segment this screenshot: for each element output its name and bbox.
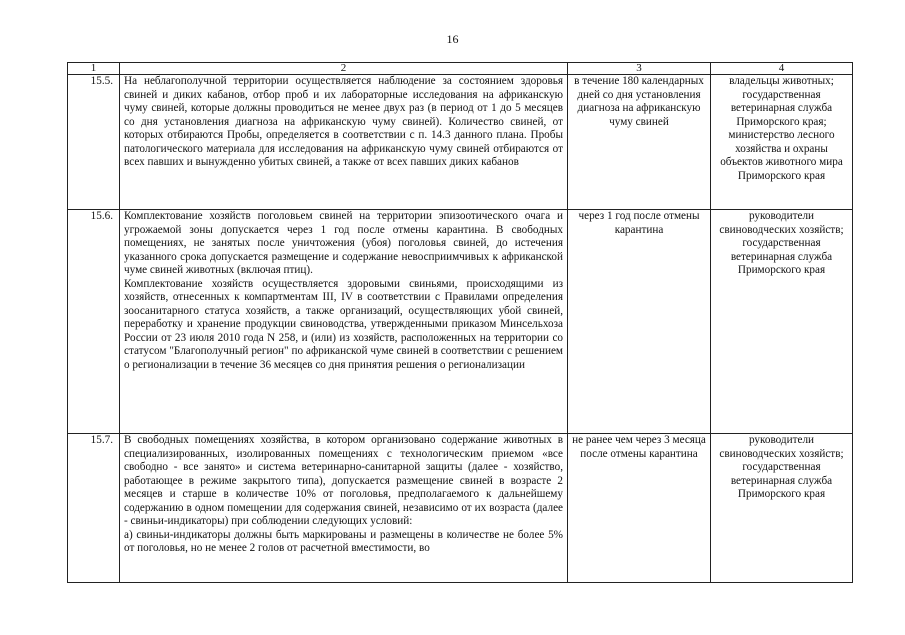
row-description <box>120 75 568 210</box>
header-col-1: 1 <box>68 63 120 75</box>
table-header-row <box>68 63 853 75</box>
description-paragraph: На неблагополучной территории осуществляется наблюдение за состоянием здоровья свиней и диких кабанов, отбор проб и их лабораторные исследования на африканскую чуму свиней, которые должны проводиться не менее двух раз (в период от 1 до 5 месяцев со дня установления диагноза на африканскую чуму свиней). Количество свиней, от которых отбираются Пробы, определяется в соответствии с п. 14.3 данного плана. Пробы патологического материала для исследования на африканскую чуму свиней отбираются от всех павших и вынужденно убитых свиней, а также от всех павших диких кабанов <box>124 75 563 169</box>
row-number: 15.6. <box>68 210 120 434</box>
page-number: 16 <box>446 32 459 46</box>
row-responsible: руководители свиноводческих хозяйств; государственная ветеринарная служба Приморского края <box>711 434 853 583</box>
row-description <box>120 434 568 583</box>
row-responsible: руководители свиноводческих хозяйств; государственная ветеринарная служба Приморского края <box>711 210 853 434</box>
row-description <box>120 210 568 434</box>
header-col-3: 3 <box>568 63 711 75</box>
row-term: не ранее чем через 3 месяца после отмены карантина <box>568 434 711 583</box>
description-paragraph: В свободных помещениях хозяйства, в котором организовано содержание животных в специализированных, изолированных помещениях с технологическим приемом «все свободно - все занято» и система ветеринарно-санитарной защиты (далее - хозяйство, работающее в режиме закрытого типа), допускается размещение свиней в возрасте 2 месяцев и старше в количестве 10% от поголовья, предполагаемого к дальнейшему содержанию в одном помещении для содержания свиней, независимо от их возраста (далее - свиньи-индикаторы) при соблюдении следующих условий: <box>124 434 563 528</box>
row-term: через 1 год после отмены карантина <box>568 210 711 434</box>
row-term: в течение 180 календарных дней со дня установления диагноза на африканскую чуму свиней <box>568 75 711 210</box>
plan-table <box>67 62 853 583</box>
description-paragraph: Комплектование хозяйств поголовьем свиней на территории эпизоотического очага и угрожаемой зоны допускается через 1 год после отмены карантина. В свободных помещениях, не занятых после уничтожения (убоя) поголовья свиней, до истечения указанного срока допускается размещение и содержание невосприимчивых к африканской чуме свиней животных (включая птиц). <box>124 210 563 277</box>
table-row <box>68 434 853 583</box>
row-number: 15.7. <box>68 434 120 583</box>
header-col-2: 2 <box>120 63 568 75</box>
description-paragraph: Комплектование хозяйств осуществляется здоровыми свиньями, происходящими из хозяйств, отнесенных к компартментам III, IV в соответствии с Правилами определения зоосанитарного статуса хозяйств, а также организаций, осуществляющих убой свиней, переработку и хранение продукции свиноводства, утвержденными приказом Минсельхоза России от 23 июля 2010 года N 258, и (или) из хозяйств, расположенных на территории со статусом "Благополучный регион" по африканской чуме свиней в соответствии с решением о регионализации в течение 36 месяцев со дня принятия решения о регионализации <box>124 277 563 372</box>
table-row <box>68 210 853 434</box>
row-number: 15.5. <box>68 75 120 210</box>
description-paragraph: а) свиньи-индикаторы должны быть маркированы и размещены в количестве не более 5% от поголовья, но не менее 2 голов от расчетной вместимости, во <box>124 528 563 555</box>
row-responsible: владельцы животных; государственная ветеринарная служба Приморского края; министерство лесного хозяйства и охраны объектов животного мира Приморского края <box>711 75 853 210</box>
table-row <box>68 75 853 210</box>
header-col-4: 4 <box>711 63 853 75</box>
